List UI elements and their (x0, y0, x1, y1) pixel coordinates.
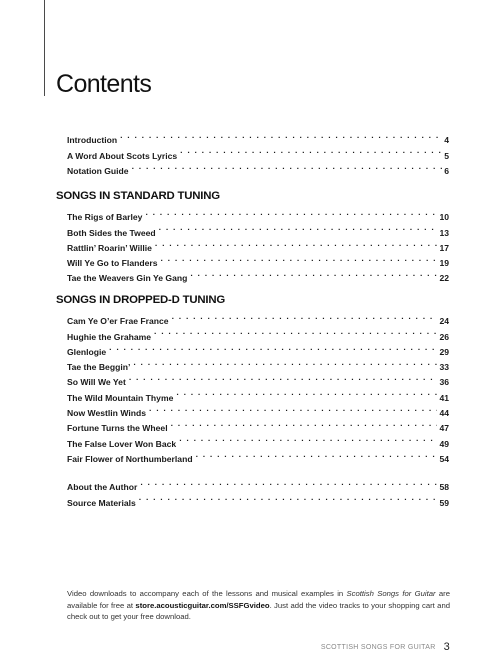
toc-entry-page: 54 (439, 453, 449, 464)
toc-entry-page: 26 (439, 331, 449, 342)
toc-entry-title: The Rigs of Barley (67, 212, 143, 223)
toc-entry-title: Introduction (67, 135, 118, 146)
toc-entry-page: 49 (439, 438, 449, 449)
toc-entry-title: The Wild Mountain Thyme (67, 392, 174, 403)
running-title: SCOTTISH SONGS FOR GUITAR (320, 644, 436, 651)
toc-entry-page: 36 (439, 377, 449, 388)
toc-entry-title: About the Author (67, 482, 138, 493)
toc-entry-title: Will Ye Go to Flanders (67, 258, 158, 269)
dot-leader (171, 416, 438, 431)
dot-leader (180, 143, 442, 158)
note-text-3: . Just add the video tracks to your shopping cart and check out to get your free download. (67, 600, 450, 621)
note-book-title: Scottish Songs for Guitar (346, 589, 436, 598)
toc-entry-title: Notation Guide (67, 165, 129, 176)
toc-entry-title: Fair Flower of Northumberland (67, 453, 193, 464)
dot-leader (154, 324, 437, 339)
note-text-2: are available for free at (67, 589, 450, 610)
toc-entry-title: A Word About Scots Lyrics (67, 150, 178, 161)
toc-entry-page: 44 (439, 408, 449, 419)
toc-entry-title: Glenlogie (67, 346, 107, 357)
margin-rule (44, 0, 45, 96)
toc-entry-page: 5 (444, 150, 449, 161)
toc-entry-page: 47 (439, 423, 449, 434)
dot-leader (161, 251, 438, 266)
toc-entry[interactable] (67, 355, 449, 373)
dot-leader (139, 490, 438, 505)
toc-entry-page: 58 (439, 482, 449, 493)
back-matter-list (67, 475, 449, 506)
dot-leader (132, 159, 443, 174)
toc-entry-page: 13 (439, 227, 449, 238)
toc-entry-page: 17 (439, 242, 449, 253)
toc-entry-title: So Will We Yet (67, 377, 126, 388)
note-text-1: Video downloads to accompany each of the lessons and musical examples in (67, 589, 347, 598)
toc-entry-title: The False Lover Won Back (67, 438, 177, 449)
toc-entry-page: 4 (444, 135, 449, 146)
toc-entry-page: 29 (439, 346, 449, 357)
toc-entry[interactable] (67, 309, 449, 327)
toc-entry-page: 33 (439, 362, 449, 373)
toc-entry-title: Hughie the Grahame (67, 331, 152, 342)
toc-entry[interactable] (67, 205, 449, 223)
dot-leader (190, 266, 437, 281)
dot-leader (176, 385, 437, 400)
dot-leader (133, 355, 437, 370)
page-footer (321, 640, 450, 652)
toc-entry-page: 59 (439, 497, 449, 508)
toc-entry[interactable] (67, 128, 449, 146)
toc-entry-page: 19 (439, 258, 449, 269)
dot-leader (129, 370, 438, 385)
toc-entry-title: Tae the Weavers Gin Ye Gang (67, 273, 188, 284)
note-url-link[interactable]: store.acousticguitar.com/SSFGvideo (135, 600, 270, 610)
toc-entry-title: Now Westlin Winds (67, 408, 147, 419)
section-heading-standard-tuning: SONGS IN STANDARD TUNING (56, 190, 220, 202)
toc-entry-page: 24 (439, 316, 449, 327)
dot-leader (159, 220, 438, 235)
standard-tuning-list (67, 205, 449, 284)
toc-entry-title: Source Materials (67, 497, 136, 508)
dot-leader (179, 431, 437, 446)
front-matter-list (67, 128, 449, 174)
toc-entry[interactable] (67, 340, 449, 355)
page-number: 3 (443, 641, 450, 653)
page-title: Contents (56, 70, 152, 98)
dot-leader (109, 340, 437, 355)
toc-entry-title: Cam Ye O’er Frae France (67, 316, 169, 327)
dot-leader (120, 128, 442, 143)
toc-entry-page: 22 (439, 273, 449, 284)
toc-entry-title: Tae the Beggin’ (67, 362, 131, 373)
dot-leader (172, 309, 438, 324)
video-download-note (67, 588, 450, 623)
toc-entry-page: 41 (439, 392, 449, 403)
toc-entry-title: Fortune Turns the Wheel (67, 423, 168, 434)
toc-entry[interactable] (67, 143, 449, 161)
toc-entry-page: 6 (444, 165, 449, 176)
dot-leader (149, 401, 437, 416)
toc-entry[interactable] (67, 475, 449, 493)
dot-leader (155, 236, 438, 251)
dot-leader (140, 475, 437, 490)
dropped-d-tuning-list (67, 309, 449, 462)
dot-leader (196, 447, 438, 462)
section-heading-dropped-d-tuning: SONGS IN DROPPED-D TUNING (56, 294, 226, 306)
toc-entry-page: 10 (439, 212, 449, 223)
toc-entry-title: Both Sides the Tweed (67, 227, 156, 238)
toc-entry-title: Rattlin’ Roarin’ Willie (67, 242, 152, 253)
dot-leader (145, 205, 437, 220)
